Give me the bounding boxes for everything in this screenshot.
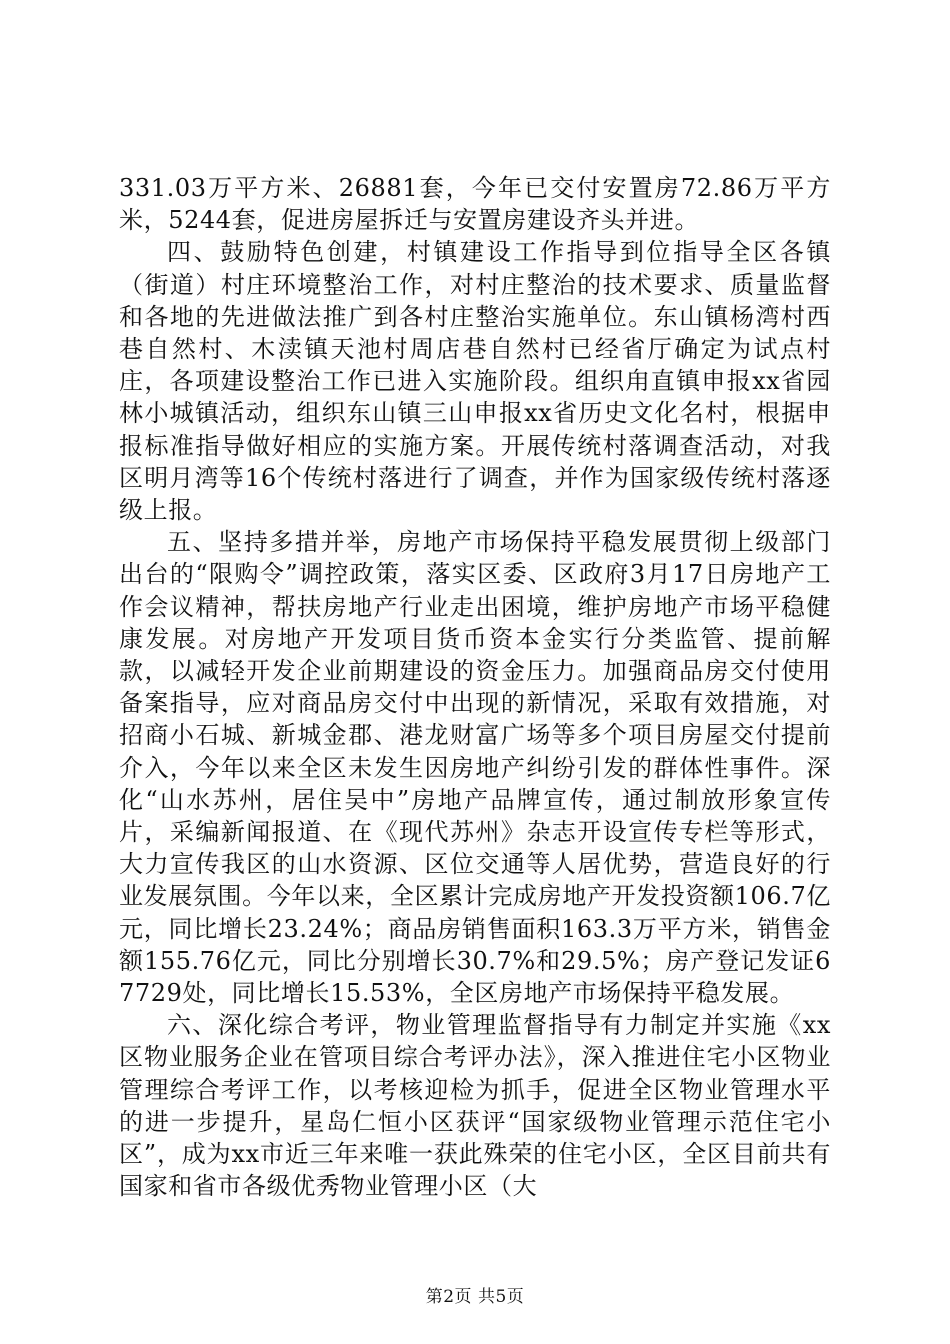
document-body xyxy=(119,172,831,1203)
paragraph-section-five: 五、坚持多措并举，房地产市场保持平稳发展贯彻上级部门出台的“限购令”调控政策，落实区委、区政府3月17日房地产工作会议精神，帮扶房地产行业走出困境，维护房地产市场平稳健康发展。对房地产开发项目货币资本金实行分类监管、提前解款，以减轻开发企业前期建设的资金压力。加强商品房交付使用备案指导，应对商品房交付中出现的新情况，采取有效措施，对招商小石城、新城金郡、港龙财富广场等多个项目房屋交付提前介入，今年以来全区未发生因房地产纠纷引发的群体性事件。深化“山水苏州，居住吴中”房地产品牌宣传，通过制放形象宣传片，采编新闻报道、在《现代苏州》杂志开设宣传专栏等形式，大力宣传我区的山水资源、区位交通等人居优势，营造良好的行业发展氛围。今年以来，全区累计完成房地产开发投资额106.7亿元，同比增长23.24%；商品房销售面积163.3万平方米，销售金额155.76亿元，同比分别增长30.7%和29.5%；房产登记发证67729处，同比增长15.53%，全区房地产市场保持平稳发展。 xyxy=(119,528,831,1008)
page-number-footer: 第2页 共5页 xyxy=(425,1287,525,1307)
paragraph-continuation: 331.03万平方米、26881套，今年已交付安置房72.86万平方米，5244套，促进房屋拆迁与安置房建设齐头并进。 xyxy=(119,174,831,235)
paragraph-section-six: 六、深化综合考评，物业管理监督指导有力制定并实施《xx区物业服务企业在管项目综合考评办法》，深入推进住宅小区物业管理综合考评工作，以考核迎检为抓手，促进全区物业管理水平的进一步提升，星岛仁恒小区获评“国家级物业管理示范住宅小区”，成为xx市近三年来唯一获此殊荣的住宅小区，全区目前共有国家和省市各级优秀物业管理小区（大 xyxy=(119,1011,831,1201)
paragraph-section-four: 四、鼓励特色创建，村镇建设工作指导到位指导全区各镇（街道）村庄环境整治工作，对村庄整治的技术要求、质量监督和各地的先进做法推广到各村庄整治实施单位。东山镇杨湾村西巷自然村、木渎镇天池村周店巷自然村已经省厅确定为试点村庄，各项建设整治工作已进入实施阶段。组织甪直镇申报xx省园林小城镇活动，组织东山镇三山申报xx省历史文化名村，根据申报标准指导做好相应的实施方案。开展传统村落调查活动，对我区明月湾等16个传统村落进行了调查，并作为国家级传统村落逐级上报。 xyxy=(119,238,831,525)
